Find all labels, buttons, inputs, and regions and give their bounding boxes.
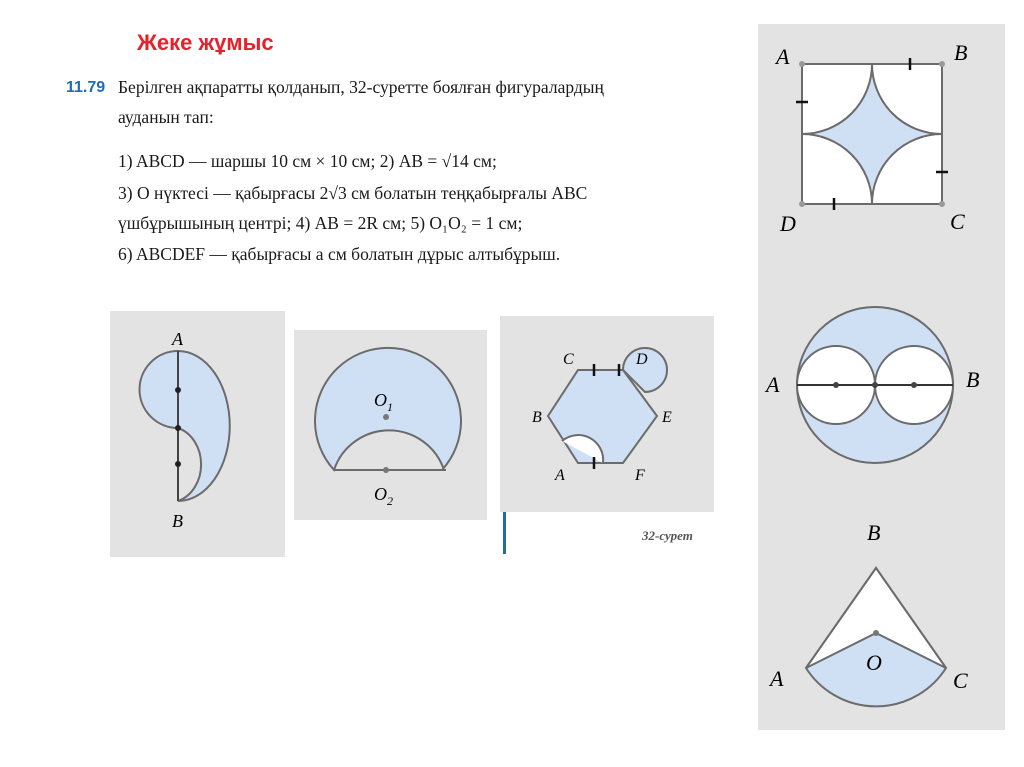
- figure-crescent-panel: [110, 311, 285, 557]
- label-a: A: [555, 467, 565, 484]
- problem-line-1: Берілген ақпаратты қолданып, 32-суретте боялған фигуралардың: [118, 77, 604, 97]
- point-o: [873, 630, 879, 636]
- problem-line-2: ауданын тап:: [118, 107, 214, 127]
- point: [833, 382, 839, 388]
- problem-line-4: 3) O нүктесі — қабырғасы 2√3 см болатын теңқабырғалы ABC: [118, 183, 588, 203]
- figure-moon-panel: [294, 330, 487, 520]
- label-b: B: [172, 511, 183, 531]
- point: [872, 382, 878, 388]
- point: [175, 425, 181, 431]
- figure-crescent: [110, 311, 285, 557]
- divider-line: [503, 512, 506, 554]
- label-d: D: [636, 351, 648, 368]
- problem-number: 11.79: [66, 79, 106, 96]
- point: [175, 387, 181, 393]
- crescent-shape: [140, 351, 230, 501]
- label-a: A: [766, 372, 780, 397]
- label-o2: $O_2$: [374, 484, 393, 508]
- right-figures: [758, 24, 1005, 730]
- figure-caption: 32-сурет: [642, 528, 693, 543]
- figure-hexagon: [500, 316, 714, 512]
- point: [911, 382, 917, 388]
- label-o1: $O_1$: [374, 390, 393, 414]
- point: [939, 201, 945, 207]
- point: [799, 61, 805, 67]
- problem-line-6: 6) ABCDEF — қабырғасы a см болатын дұрыс алтыбұрыш.: [118, 244, 561, 264]
- point-o2: [383, 467, 389, 473]
- figure-moon: [294, 330, 487, 520]
- label-a: A: [770, 666, 784, 691]
- label-b: B: [966, 367, 980, 392]
- point: [175, 461, 181, 467]
- label-b: B: [532, 409, 542, 426]
- label-o: O: [866, 650, 882, 675]
- point: [939, 61, 945, 67]
- figure-hexagon-panel: [500, 316, 714, 512]
- problem-line-3: 1) ABCD — шаршы 10 см × 10 см; 2) AB = √14 см;: [118, 151, 497, 171]
- problem-line-5: үшбұрышының центрі; 4) AB = 2R см; 5) O₁O₂ = 1 см;: [118, 213, 523, 233]
- label-f: F: [635, 467, 645, 484]
- label-c: C: [953, 668, 968, 693]
- page-title: Жеке жұмыс: [137, 30, 274, 55]
- label-a: A: [776, 44, 790, 69]
- label-e: E: [662, 409, 672, 426]
- label-d: D: [780, 211, 796, 236]
- point: [799, 201, 805, 207]
- label-b: B: [954, 40, 968, 65]
- label-c: C: [950, 209, 965, 234]
- right-figures-panel: [758, 24, 1005, 730]
- label-b: B: [867, 520, 881, 545]
- label-a: A: [172, 329, 183, 349]
- point-o1: [383, 414, 389, 420]
- label-c: C: [563, 351, 574, 368]
